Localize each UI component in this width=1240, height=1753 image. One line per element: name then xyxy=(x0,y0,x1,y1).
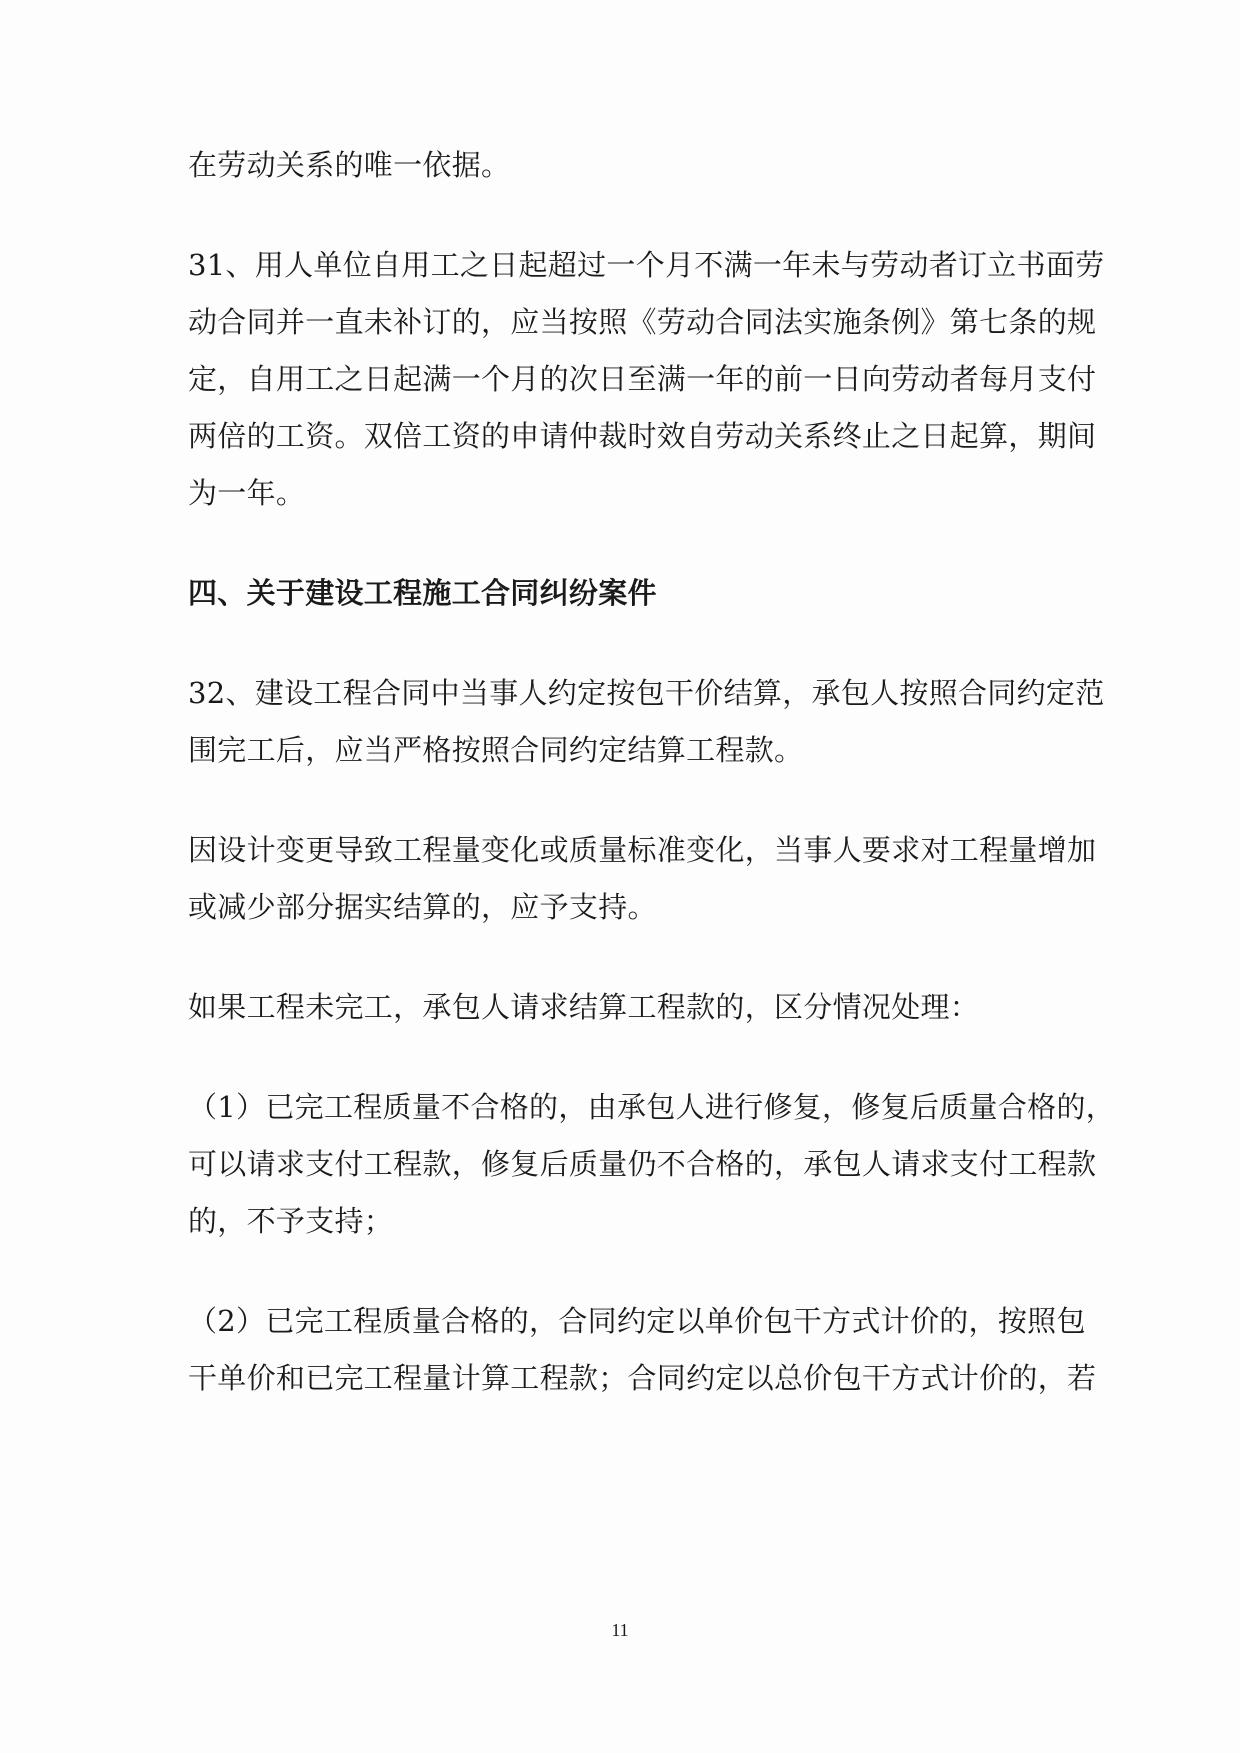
intro-line: 在劳动关系的唯一依据。 xyxy=(188,148,511,182)
item31-line-3: 定，自用工之日起满一个月的次日至满一年的前一日向劳动者每月支付 xyxy=(188,362,1097,396)
item31-line-4: 两倍的工资。双倍工资的申请仲裁时效自劳动关系终止之日起算，期间 xyxy=(188,419,1097,453)
sub1-line-3: 的，不予支持； xyxy=(188,1204,394,1238)
page-number: 11 xyxy=(611,1620,629,1640)
unfinished-line-1: 如果工程未完工，承包人请求结算工程款的，区分情况处理： xyxy=(188,990,980,1024)
item32-line-2: 围完工后，应当严格按照合同约定结算工程款。 xyxy=(188,733,804,767)
item32-line-1: 32、建设工程合同中当事人约定按包干价结算，承包人按照合同约定范 xyxy=(188,676,1105,710)
sub2-line-2: 干单价和已完工程量计算工程款；合同约定以总价包干方式计价的，若 xyxy=(188,1361,1097,1395)
item31-line-2: 动合同并一直未补订的，应当按照《劳动合同法实施条例》第七条的规 xyxy=(188,305,1097,339)
sub1-line-2: 可以请求支付工程款，修复后质量仍不合格的，承包人请求支付工程款 xyxy=(188,1147,1097,1181)
sub1-line-1: （1）已完工程质量不合格的，由承包人进行修复，修复后质量合格的， xyxy=(188,1090,1116,1124)
item31-line-1: 31、用人单位自用工之日起超过一个月不满一年未与劳动者订立书面劳 xyxy=(188,248,1105,282)
sub2-line-1: （2）已完工程质量合格的，合同约定以单价包干方式计价的，按照包 xyxy=(188,1304,1086,1338)
design-change-line-2: 或减少部分据实结算的，应予支持。 xyxy=(188,890,657,924)
item31-line-5: 为一年。 xyxy=(188,476,306,510)
section-heading: 四、关于建设工程施工合同纠纷案件 xyxy=(188,576,657,610)
design-change-line-1: 因设计变更导致工程量变化或质量标准变化，当事人要求对工程量增加 xyxy=(188,833,1097,867)
